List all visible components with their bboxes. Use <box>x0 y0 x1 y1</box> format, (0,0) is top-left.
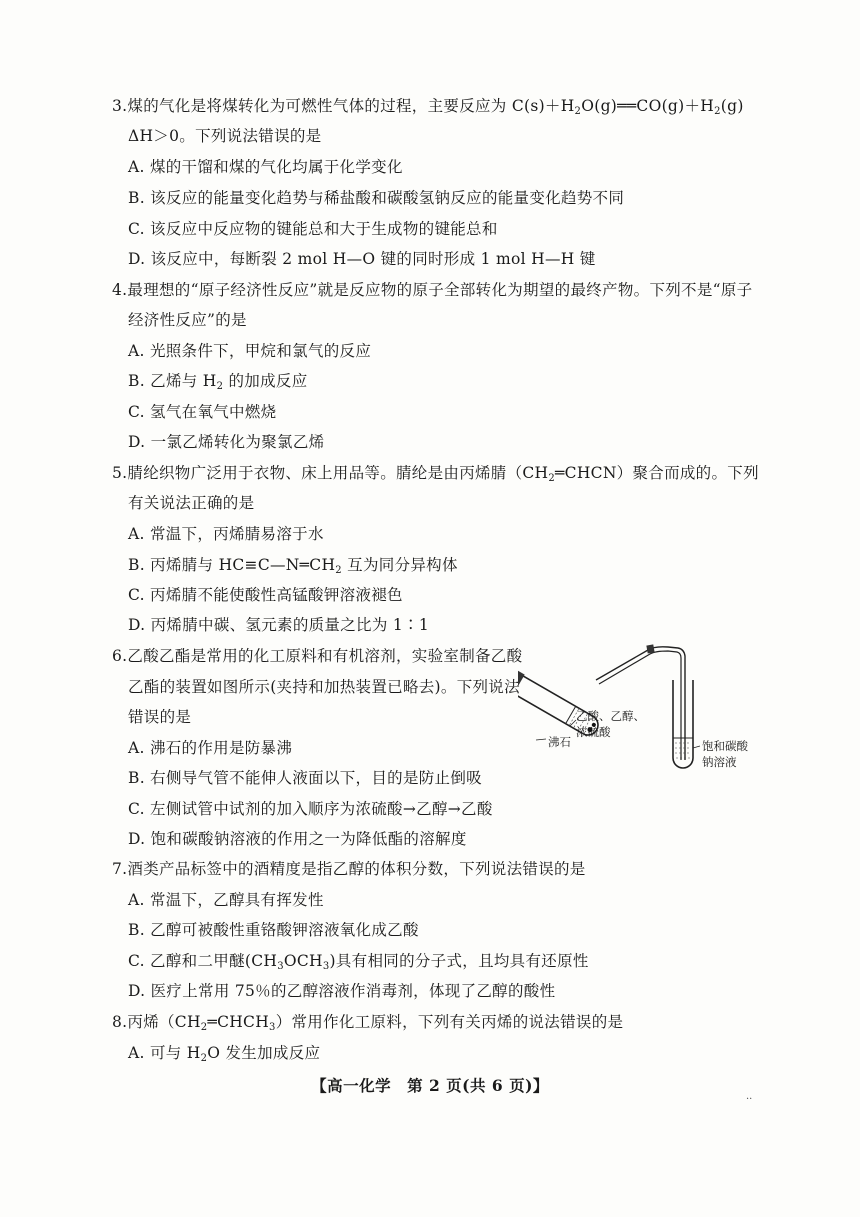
q8-stem: 8.丙烯$(CH_2═CHCH_3)$常用作化工原料，下列有关丙烯的说法错误的是 <box>112 1013 624 1033</box>
q6-option-a: A. 沸石的作用是防暴沸 <box>128 739 293 757</box>
q6-stem-line3: 错误的是 <box>128 708 192 726</box>
q3-stem-line2: ΔH＞0。下列说法错误的是 <box>128 127 322 145</box>
q7-option-a: A. 常温下，乙醇具有挥发性 <box>128 891 324 909</box>
q5-option-d: D. 丙烯腈中碳、氢元素的质量之比为 1∶1 <box>128 616 429 634</box>
q3-option-d: D. 该反应中，每断裂 2 mol H—O 键的同时形成 1 mol H—H 键 <box>128 250 596 268</box>
reagents-label-line1: 乙酸、乙醇、 <box>576 709 645 723</box>
receiving-test-tube <box>673 680 693 768</box>
q6-option-c: C. 左侧试管中试剂的加入顺序为浓硫酸→乙醇→乙酸 <box>128 800 493 818</box>
q4-option-a: A. 光照条件下，甲烷和氯气的反应 <box>128 342 372 360</box>
solution-label-line1: 饱和碳酸 <box>702 739 748 753</box>
q3-stem-line1: 3.煤的气化是将煤转化为可燃性气体的过程，主要反应为 $C(s)+H_2O(g)══CO(g)+H_2(g)$ <box>112 97 744 117</box>
boiling-stone-label: 沸石 <box>548 735 571 749</box>
delivery-tube <box>596 647 685 760</box>
solution-label-line2: 钠溶液 <box>702 755 737 769</box>
reagents-label-line2: 浓硫酸 <box>576 725 611 739</box>
q7-stem: 7.酒类产品标签中的酒精度是指乙醇的体积分数，下列说法错误的是 <box>112 860 586 878</box>
q4-stem-line2: 经济性反应”的是 <box>128 311 247 329</box>
q3-option-b: B. 该反应的能量变化趋势与稀盐酸和碳酸氢钠反应的能量变化趋势不同 <box>128 189 625 207</box>
q8-option-a: A. 可与 $H_2O$ 发生加成反应 <box>128 1044 321 1064</box>
q6-option-d: D. 饱和碳酸钠溶液的作用之一为降低酯的溶解度 <box>128 830 467 848</box>
q3-option-a: A. 煤的干馏和煤的气化均属于化学变化 <box>128 158 403 176</box>
q5-option-a: A. 常温下，丙烯腈易溶于水 <box>128 525 324 543</box>
q7-option-d: D. 医疗上常用 75％的乙醇溶液作消毒剂，体现了乙醇的酸性 <box>128 982 556 1000</box>
q4-option-c: C. 氢气在氧气中燃烧 <box>128 403 277 421</box>
q6-stem-line1: 6.乙酸乙酯是常用的化工原料和有机溶剂，实验室制备乙酸 <box>112 647 523 665</box>
q5-option-c: C. 丙烯腈不能使酸性高锰酸钾溶液褪色 <box>128 586 403 604</box>
q5-stem-line2: 有关说法正确的是 <box>128 494 255 512</box>
page-footer: 【高一化学 第 2 页(共 6 页)】 <box>311 1076 549 1095</box>
q6-stem-line2: 乙酯的装置如图所示(夹持和加热装置已略去)。下列说法 <box>128 678 520 696</box>
ester-apparatus-figure <box>518 640 768 775</box>
corner-mark: ·· <box>746 1094 753 1105</box>
q5-option-b: B. 丙烯腈与 $HC\equiv C—N═CH_2$ 互为同分异构体 <box>128 556 458 576</box>
q4-option-b: B. 乙烯与 $H_2$ 的加成反应 <box>128 372 308 392</box>
q6-option-b: B. 右侧导气管不能伸人液面以下，目的是防止倒吸 <box>128 769 482 787</box>
q7-option-b: B. 乙醇可被酸性重铬酸钾溶液氧化成乙酸 <box>128 921 419 939</box>
q7-option-c: C. 乙醇和二甲醚$(CH_3OCH_3)$具有相同的分子式，且均具有还原性 <box>128 952 589 972</box>
q4-stem-line1: 4.最理想的“原子经济性反应”就是反应物的原子全部转化为期望的最终产物。下列不是“原子 <box>112 281 753 299</box>
q5-stem-line1: 5.腈纶织物广泛用于衣物、床上用品等。腈纶是由丙烯腈$(CH_2═CHCN)$聚合而成的。下列 <box>112 464 759 484</box>
q3-option-c: C. 该反应中反应物的键能总和大于生成物的键能总和 <box>128 220 498 238</box>
q4-option-d: D. 一氯乙烯转化为聚氯乙烯 <box>128 433 325 451</box>
